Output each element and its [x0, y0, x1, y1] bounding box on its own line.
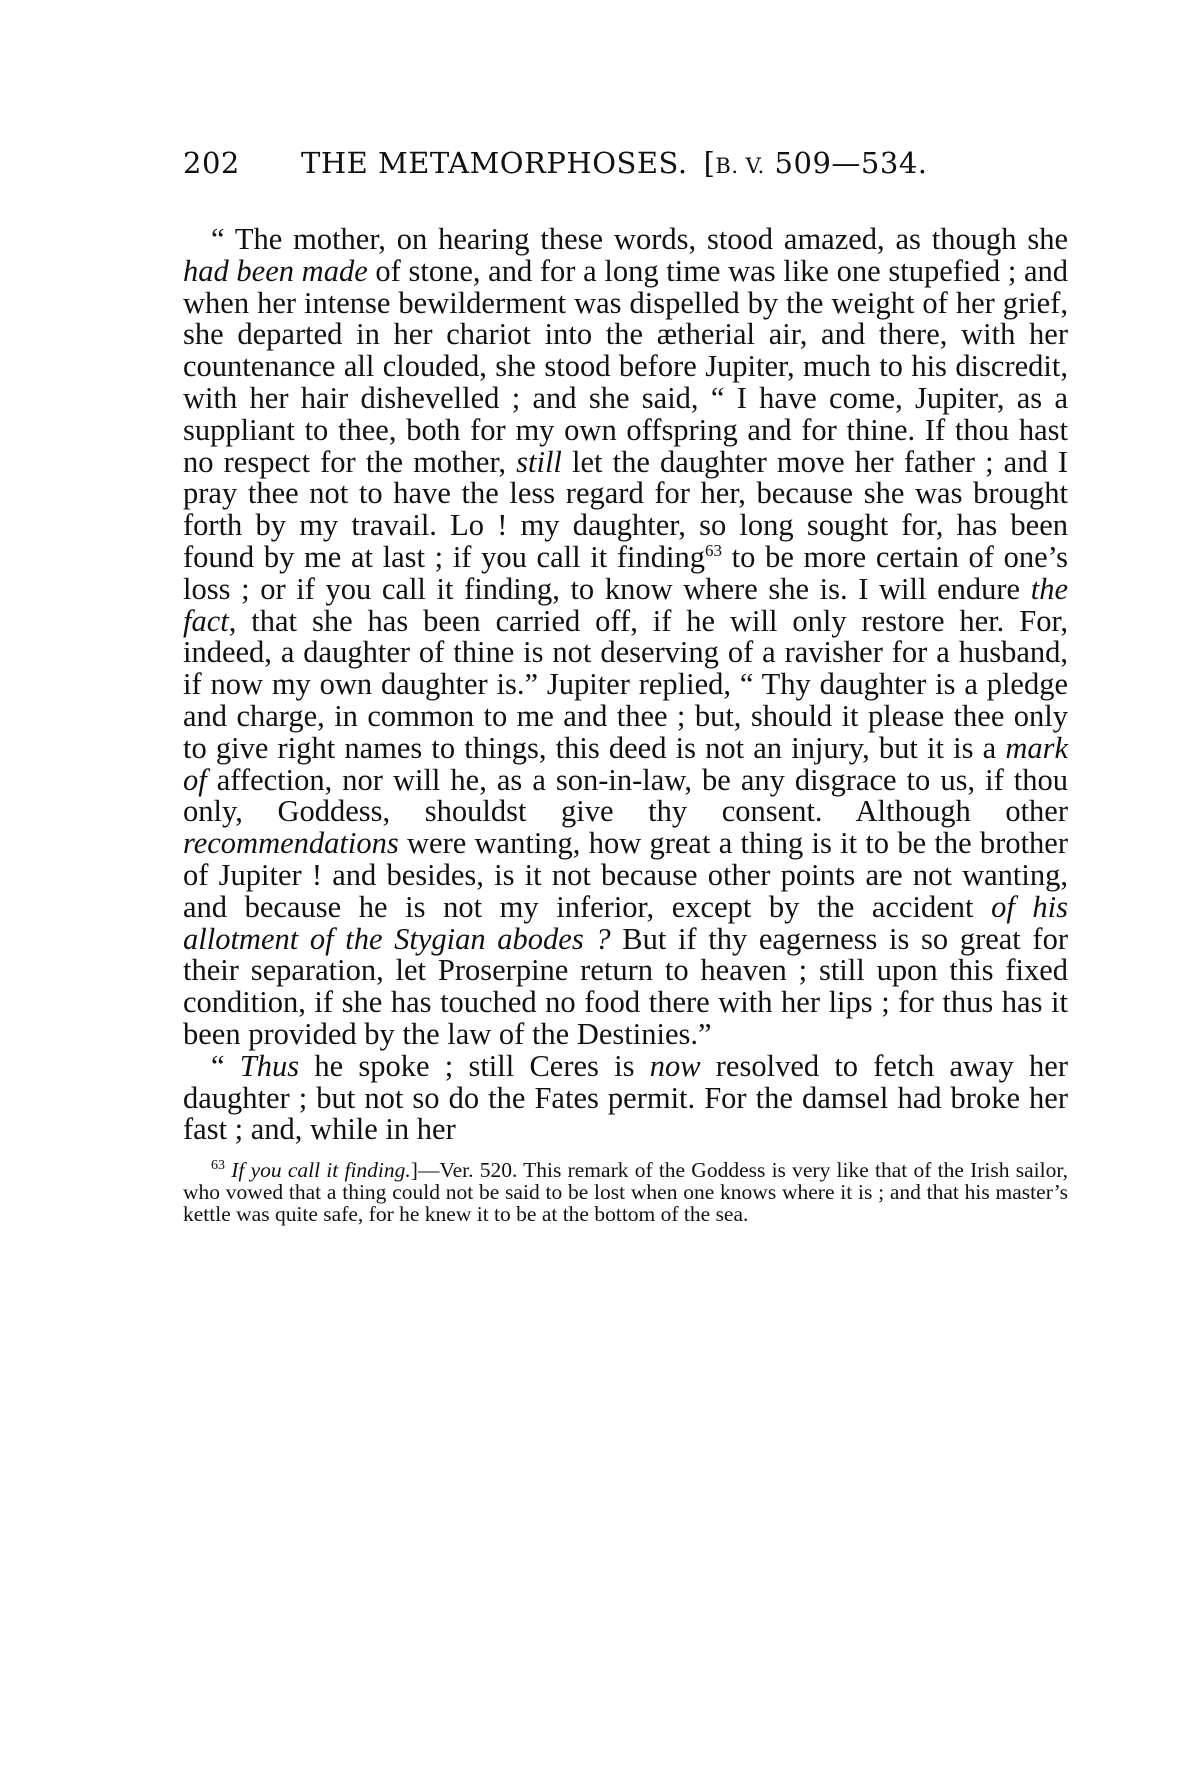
book-title: THE METAMORPHOSES.	[301, 146, 688, 180]
book-page	[183, 146, 1068, 1226]
italic-phrase: recommendations	[183, 826, 399, 861]
text-run: “ The mother, on hearing these words, stood amazed, as though she	[211, 222, 1068, 256]
text-run: resolved to fetch away her daughter ; but not so do the Fates permit. For the damsel had broke her fast ; and, while in her	[183, 1048, 1068, 1147]
page-number: 202	[183, 146, 240, 180]
italic-phrase: the fact	[183, 571, 1068, 638]
italic-phrase: Thus	[239, 1048, 300, 1083]
running-head	[183, 146, 1068, 180]
text-run: But if thy eagerness is so great for their separation, let Proserpine return to heaven ; still upon this fixed condition, if she has touched no food there with her lips ; for thus has it been provided by the law of the Destinies.”	[183, 921, 1068, 1051]
italic-phrase: now	[649, 1048, 701, 1083]
text-run: he spoke ; still Ceres is	[299, 1048, 650, 1083]
text-run: were wanting, how great a thing is it to be the brother of Jupiter ! and besides, is it not because other points are not wanting, and because he is not my inferior, except by the accident	[183, 826, 1068, 924]
ref-lines: 509—534.	[764, 146, 928, 180]
italic-phrase: still	[516, 444, 562, 479]
text-run: ]—Ver. 520. This remark of the Goddess is very like that of the Irish sailor, who vowed that a thing could not be said to be lost when one knows where it is ; and that his master’s kettle was quite safe, for he knew it to be at the bottom of the sea.	[183, 1158, 1069, 1226]
italic-phrase: mark of	[183, 730, 1068, 797]
footnotes	[183, 1157, 1069, 1226]
footnote-reference: 63	[705, 540, 722, 560]
footnote-marker: 63	[211, 1157, 225, 1173]
text-run: affection, nor will he, as a son-in-law, be any disgrace to us, if thou only, Goddess, shouldst give thy consent. Although other	[183, 762, 1068, 829]
line-reference	[704, 146, 928, 180]
text-run: let the daughter move her father ; and I pray thee not to have the less regard for her, because she was brought forth by my travail. Lo ! my daughter, so long sought for, has been found by me at last ; if you call it finding	[183, 444, 1069, 574]
text-run: of stone, and for a long time was like one stupefied ; and when her intense bewilderment was dispelled by the weight of her grief, she departed in her chariot into the ætherial air, and there, with her countenance all clouded, she stood before Jupiter, much to his discredit, with her hair dishevelled ; and she said, “ I have come, Jupiter, as a suppliant to thee, both for my own offspring and for thine. If thou hast no respect for the mother,	[183, 253, 1069, 479]
italic-phrase: If you call it finding.	[231, 1158, 411, 1183]
paragraph	[183, 224, 1068, 1051]
text-run: to be more certain of one’s loss ; or if you call it finding, to know where she is. I will endure	[183, 539, 1068, 606]
text-run: , that she has been carried off, if he will only restore her. For, indeed, a daughter of thine is not deserving of a ravisher for a husband, if now my own daughter is.” Jupiter replied, “ Thy daughter is a pledge and charge, in common to me and thee ; but, should it please thee only to give right names to things, this deed is not an injury, but it is a	[183, 603, 1068, 765]
italic-phrase: had been made	[183, 253, 368, 288]
paragraph	[183, 1048, 1068, 1147]
italic-phrase: of his allotment of the Stygian abodes ?	[183, 889, 1068, 956]
footnote	[183, 1157, 1069, 1226]
ref-bracket: [	[703, 146, 716, 180]
main-text	[183, 224, 1068, 1146]
ref-book: B. V.	[715, 154, 765, 178]
text-run: “	[211, 1048, 240, 1083]
